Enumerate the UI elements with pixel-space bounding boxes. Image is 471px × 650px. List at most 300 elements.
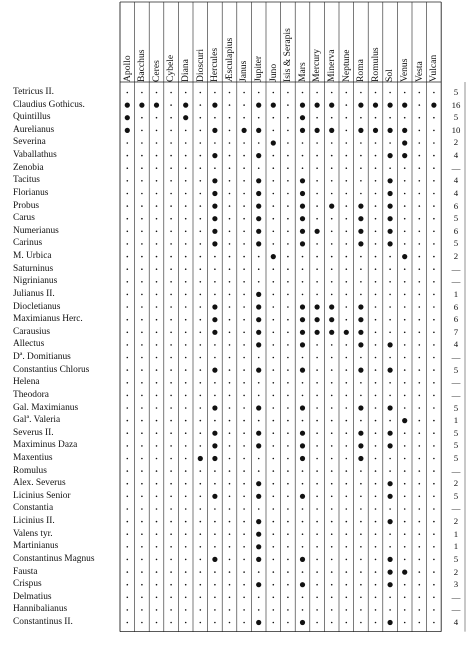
empty-cell-dot	[346, 193, 348, 195]
coin-mark-dot	[388, 431, 393, 436]
coin-mark-dot	[388, 342, 393, 347]
empty-cell-dot	[404, 382, 406, 384]
empty-cell-dot	[404, 231, 406, 233]
empty-cell-dot	[419, 546, 421, 548]
empty-cell-dot	[185, 218, 187, 220]
empty-cell-dot	[404, 180, 406, 182]
empty-cell-dot	[200, 622, 202, 624]
empty-cell-dot	[243, 483, 245, 485]
empty-cell-dot	[214, 281, 216, 283]
empty-cell-dot	[375, 357, 377, 359]
empty-cell-dot	[127, 546, 129, 548]
coin-mark-dot	[271, 254, 276, 259]
empty-cell-dot	[375, 470, 377, 472]
empty-cell-dot	[243, 357, 245, 359]
empty-cell-dot	[127, 180, 129, 182]
empty-cell-dot	[273, 357, 275, 359]
empty-cell-dot	[229, 395, 231, 397]
empty-cell-dot	[346, 407, 348, 409]
empty-cell-dot	[287, 231, 289, 233]
empty-cell-dot	[404, 92, 406, 94]
deity-count: 5	[453, 238, 459, 249]
empty-cell-dot	[258, 571, 260, 573]
empty-cell-dot	[375, 584, 377, 586]
empty-cell-dot	[331, 584, 333, 586]
empty-cell-dot	[141, 180, 143, 182]
empty-cell-dot	[331, 92, 333, 94]
empty-cell-dot	[170, 332, 172, 334]
empty-cell-dot	[419, 533, 421, 535]
empty-cell-dot	[375, 496, 377, 498]
empty-cell-dot	[127, 395, 129, 397]
empty-cell-dot	[127, 533, 129, 535]
empty-cell-dot	[419, 420, 421, 422]
emperor-name: Julianus II.	[13, 288, 55, 299]
empty-cell-dot	[331, 218, 333, 220]
coin-mark-dot	[212, 368, 217, 373]
empty-cell-dot	[200, 470, 202, 472]
empty-cell-dot	[433, 533, 435, 535]
empty-cell-dot	[156, 180, 158, 182]
empty-cell-dot	[346, 92, 348, 94]
empty-cell-dot	[243, 167, 245, 169]
empty-cell-dot	[170, 256, 172, 258]
empty-cell-dot	[419, 104, 421, 106]
empty-cell-dot	[316, 496, 318, 498]
empty-cell-dot	[419, 193, 421, 195]
empty-cell-dot	[419, 256, 421, 258]
coin-mark-dot	[388, 216, 393, 221]
empty-cell-dot	[360, 357, 362, 359]
empty-cell-dot	[243, 142, 245, 144]
empty-cell-dot	[331, 420, 333, 422]
emperor-name: Zenobia	[13, 162, 44, 173]
empty-cell-dot	[229, 369, 231, 371]
empty-cell-dot	[404, 218, 406, 220]
deity-count: —	[451, 377, 461, 388]
empty-cell-dot	[185, 597, 187, 599]
empty-cell-dot	[170, 319, 172, 321]
empty-cell-dot	[273, 205, 275, 207]
empty-cell-dot	[273, 584, 275, 586]
empty-cell-dot	[243, 597, 245, 599]
empty-cell-dot	[170, 470, 172, 472]
empty-cell-dot	[346, 546, 348, 548]
empty-cell-dot	[170, 571, 172, 573]
empty-cell-dot	[419, 117, 421, 119]
empty-cell-dot	[346, 458, 348, 460]
empty-cell-dot	[229, 571, 231, 573]
deity-count: —	[451, 465, 461, 476]
empty-cell-dot	[346, 243, 348, 245]
empty-cell-dot	[287, 420, 289, 422]
empty-cell-dot	[346, 104, 348, 106]
coin-mark-dot	[212, 216, 217, 221]
empty-cell-dot	[185, 470, 187, 472]
empty-cell-dot	[316, 483, 318, 485]
empty-cell-dot	[156, 205, 158, 207]
empty-cell-dot	[389, 281, 391, 283]
empty-cell-dot	[419, 231, 421, 233]
empty-cell-dot	[243, 306, 245, 308]
empty-cell-dot	[360, 470, 362, 472]
empty-cell-dot	[200, 142, 202, 144]
empty-cell-dot	[170, 508, 172, 510]
empty-cell-dot	[229, 546, 231, 548]
empty-cell-dot	[229, 470, 231, 472]
empty-cell-dot	[127, 559, 129, 561]
empty-cell-dot	[141, 546, 143, 548]
empty-cell-dot	[258, 357, 260, 359]
empty-cell-dot	[360, 92, 362, 94]
empty-cell-dot	[346, 294, 348, 296]
empty-cell-dot	[419, 395, 421, 397]
empty-cell-dot	[331, 167, 333, 169]
empty-cell-dot	[229, 306, 231, 308]
empty-cell-dot	[375, 180, 377, 182]
empty-cell-dot	[360, 508, 362, 510]
empty-cell-dot	[287, 458, 289, 460]
empty-cell-dot	[331, 622, 333, 624]
coin-mark-dot	[358, 317, 363, 322]
empty-cell-dot	[419, 344, 421, 346]
coin-mark-dot	[300, 620, 305, 625]
empty-cell-dot	[170, 281, 172, 283]
empty-cell-dot	[156, 294, 158, 296]
empty-cell-dot	[243, 521, 245, 523]
empty-cell-dot	[156, 130, 158, 132]
coin-mark-dot	[256, 544, 261, 549]
coin-mark-dot	[358, 342, 363, 347]
empty-cell-dot	[229, 420, 231, 422]
coin-mark-dot	[212, 494, 217, 499]
empty-cell-dot	[316, 395, 318, 397]
empty-cell-dot	[127, 256, 129, 258]
coin-mark-dot	[256, 519, 261, 524]
empty-cell-dot	[375, 319, 377, 321]
empty-cell-dot	[302, 483, 304, 485]
empty-cell-dot	[331, 609, 333, 611]
empty-cell-dot	[185, 306, 187, 308]
coin-mark-dot	[300, 204, 305, 209]
empty-cell-dot	[229, 193, 231, 195]
empty-cell-dot	[156, 432, 158, 434]
empty-cell-dot	[170, 130, 172, 132]
empty-cell-dot	[331, 193, 333, 195]
emperor-name: Licinius II.	[13, 516, 55, 527]
empty-cell-dot	[243, 584, 245, 586]
empty-cell-dot	[331, 357, 333, 359]
empty-cell-dot	[331, 458, 333, 460]
empty-cell-dot	[316, 458, 318, 460]
emperor-name: Romulus	[13, 465, 47, 476]
empty-cell-dot	[302, 294, 304, 296]
empty-cell-dot	[214, 117, 216, 119]
empty-cell-dot	[375, 521, 377, 523]
empty-cell-dot	[141, 167, 143, 169]
empty-cell-dot	[375, 395, 377, 397]
empty-cell-dot	[170, 432, 172, 434]
empty-cell-dot	[156, 458, 158, 460]
empty-cell-dot	[433, 256, 435, 258]
empty-cell-dot	[346, 559, 348, 561]
empty-cell-dot	[185, 546, 187, 548]
empty-cell-dot	[170, 496, 172, 498]
empty-cell-dot	[141, 357, 143, 359]
empty-cell-dot	[433, 407, 435, 409]
empty-cell-dot	[243, 281, 245, 283]
deity-header-cybele: Cybele	[165, 54, 177, 82]
empty-cell-dot	[170, 445, 172, 447]
empty-cell-dot	[141, 571, 143, 573]
empty-cell-dot	[141, 231, 143, 233]
coin-mark-dot	[300, 494, 305, 499]
empty-cell-dot	[375, 369, 377, 371]
deity-count: —	[451, 162, 461, 173]
empty-cell-dot	[258, 256, 260, 258]
emperor-name: Aurelianus	[13, 124, 55, 135]
coin-mark-dot	[358, 103, 363, 108]
empty-cell-dot	[170, 268, 172, 270]
empty-cell-dot	[141, 445, 143, 447]
empty-cell-dot	[141, 193, 143, 195]
empty-cell-dot	[243, 369, 245, 371]
empty-cell-dot	[243, 407, 245, 409]
empty-cell-dot	[389, 395, 391, 397]
deity-header-vulcan: Vulcan	[428, 54, 440, 82]
empty-cell-dot	[287, 193, 289, 195]
empty-cell-dot	[127, 584, 129, 586]
coin-mark-dot	[315, 304, 320, 309]
empty-cell-dot	[243, 458, 245, 460]
empty-cell-dot	[200, 193, 202, 195]
deity-count: 6	[453, 314, 459, 325]
coin-mark-dot	[315, 229, 320, 234]
empty-cell-dot	[375, 344, 377, 346]
empty-cell-dot	[200, 256, 202, 258]
empty-cell-dot	[243, 420, 245, 422]
deity-header-sol: Sol	[384, 69, 396, 82]
empty-cell-dot	[141, 597, 143, 599]
empty-cell-dot	[185, 622, 187, 624]
deity-header-janus: Janus	[238, 60, 250, 82]
coin-mark-dot	[358, 241, 363, 246]
empty-cell-dot	[185, 281, 187, 283]
empty-cell-dot	[243, 268, 245, 270]
empty-cell-dot	[302, 546, 304, 548]
coin-mark-dot	[402, 570, 407, 575]
empty-cell-dot	[243, 218, 245, 220]
empty-cell-dot	[316, 193, 318, 195]
empty-cell-dot	[141, 609, 143, 611]
empty-cell-dot	[229, 483, 231, 485]
empty-cell-dot	[214, 609, 216, 611]
empty-cell-dot	[404, 584, 406, 586]
empty-cell-dot	[419, 294, 421, 296]
empty-cell-dot	[316, 256, 318, 258]
empty-cell-dot	[316, 205, 318, 207]
empty-cell-dot	[360, 483, 362, 485]
empty-cell-dot	[346, 470, 348, 472]
empty-cell-dot	[375, 231, 377, 233]
empty-cell-dot	[316, 294, 318, 296]
empty-cell-dot	[375, 268, 377, 270]
emperor-name: Constantinus II.	[13, 617, 73, 628]
deity-header-dioscuri: Dioscuri	[194, 48, 206, 82]
empty-cell-dot	[185, 496, 187, 498]
coin-mark-dot	[329, 317, 334, 322]
coin-mark-dot	[388, 620, 393, 625]
empty-cell-dot	[433, 496, 435, 498]
empty-cell-dot	[331, 243, 333, 245]
empty-cell-dot	[141, 622, 143, 624]
empty-cell-dot	[156, 407, 158, 409]
deity-count: 7	[453, 326, 459, 337]
empty-cell-dot	[273, 92, 275, 94]
empty-cell-dot	[287, 395, 289, 397]
empty-cell-dot	[331, 483, 333, 485]
empty-cell-dot	[287, 130, 289, 132]
empty-cell-dot	[243, 609, 245, 611]
coin-mark-dot	[300, 431, 305, 436]
empty-cell-dot	[170, 597, 172, 599]
emperor-name: Maximianus Herc.	[13, 314, 83, 325]
empty-cell-dot	[287, 496, 289, 498]
empty-cell-dot	[287, 559, 289, 561]
empty-cell-dot	[360, 142, 362, 144]
empty-cell-dot	[360, 256, 362, 258]
empty-cell-dot	[375, 597, 377, 599]
empty-cell-dot	[200, 546, 202, 548]
emperor-name: Delmatius	[13, 591, 52, 602]
coin-mark-dot	[315, 317, 320, 322]
emperor-name: Hannibalianus	[13, 604, 68, 615]
empty-cell-dot	[170, 218, 172, 220]
coin-mark-dot	[256, 431, 261, 436]
empty-cell-dot	[243, 496, 245, 498]
deity-header-ceres: Ceres	[150, 60, 162, 82]
empty-cell-dot	[127, 571, 129, 573]
empty-cell-dot	[229, 104, 231, 106]
empty-cell-dot	[170, 584, 172, 586]
empty-cell-dot	[141, 382, 143, 384]
empty-cell-dot	[258, 458, 260, 460]
empty-cell-dot	[170, 609, 172, 611]
empty-cell-dot	[170, 369, 172, 371]
empty-cell-dot	[404, 294, 406, 296]
empty-cell-dot	[404, 268, 406, 270]
empty-cell-dot	[156, 256, 158, 258]
emperor-name: Claudius Gothicus.	[13, 99, 85, 110]
empty-cell-dot	[229, 256, 231, 258]
coin-mark-dot	[256, 204, 261, 209]
empty-cell-dot	[287, 92, 289, 94]
empty-cell-dot	[156, 533, 158, 535]
emperor-name: Maximinus Daza	[13, 440, 78, 451]
empty-cell-dot	[200, 180, 202, 182]
empty-cell-dot	[156, 395, 158, 397]
empty-cell-dot	[360, 117, 362, 119]
empty-cell-dot	[141, 508, 143, 510]
deity-header-diana: Diana	[179, 59, 191, 82]
coin-mark-dot	[388, 519, 393, 524]
coin-mark-dot	[212, 304, 217, 309]
coin-mark-dot	[300, 582, 305, 587]
empty-cell-dot	[214, 344, 216, 346]
emperor-name: Carinus	[13, 238, 43, 249]
empty-cell-dot	[170, 142, 172, 144]
empty-cell-dot	[156, 281, 158, 283]
empty-cell-dot	[214, 395, 216, 397]
empty-cell-dot	[360, 521, 362, 523]
coin-mark-dot	[402, 254, 407, 259]
empty-cell-dot	[404, 306, 406, 308]
deity-count: 5	[453, 440, 459, 451]
empty-cell-dot	[273, 369, 275, 371]
empty-cell-dot	[170, 205, 172, 207]
empty-cell-dot	[156, 268, 158, 270]
empty-cell-dot	[331, 395, 333, 397]
empty-cell-dot	[229, 521, 231, 523]
deity-count: 1	[453, 415, 459, 426]
empty-cell-dot	[331, 231, 333, 233]
coin-mark-dot	[198, 456, 203, 461]
empty-cell-dot	[346, 597, 348, 599]
deity-count: 5	[453, 402, 459, 413]
empty-cell-dot	[346, 256, 348, 258]
empty-cell-dot	[273, 180, 275, 182]
empty-cell-dot	[185, 294, 187, 296]
empty-cell-dot	[273, 243, 275, 245]
coin-mark-dot	[388, 494, 393, 499]
coin-mark-dot	[242, 128, 247, 133]
deity-count: 6	[453, 200, 459, 211]
emperor-name: Nigrinianus	[13, 276, 58, 287]
empty-cell-dot	[214, 92, 216, 94]
empty-cell-dot	[419, 609, 421, 611]
empty-cell-dot	[419, 155, 421, 157]
empty-cell-dot	[229, 117, 231, 119]
empty-cell-dot	[170, 155, 172, 157]
empty-cell-dot	[273, 395, 275, 397]
empty-cell-dot	[389, 268, 391, 270]
empty-cell-dot	[127, 357, 129, 359]
empty-cell-dot	[360, 496, 362, 498]
empty-cell-dot	[141, 92, 143, 94]
empty-cell-dot	[375, 458, 377, 460]
empty-cell-dot	[185, 559, 187, 561]
empty-cell-dot	[127, 281, 129, 283]
empty-cell-dot	[360, 597, 362, 599]
coin-mark-dot	[300, 128, 305, 133]
empty-cell-dot	[346, 571, 348, 573]
empty-cell-dot	[141, 369, 143, 371]
empty-cell-dot	[243, 445, 245, 447]
empty-cell-dot	[331, 432, 333, 434]
coin-mark-dot	[256, 342, 261, 347]
coin-mark-dot	[256, 582, 261, 587]
empty-cell-dot	[243, 256, 245, 258]
empty-cell-dot	[302, 508, 304, 510]
empty-cell-dot	[273, 193, 275, 195]
empty-cell-dot	[287, 268, 289, 270]
empty-cell-dot	[419, 130, 421, 132]
empty-cell-dot	[141, 420, 143, 422]
empty-cell-dot	[141, 281, 143, 283]
empty-cell-dot	[433, 243, 435, 245]
empty-cell-dot	[185, 205, 187, 207]
coin-mark-dot	[358, 443, 363, 448]
